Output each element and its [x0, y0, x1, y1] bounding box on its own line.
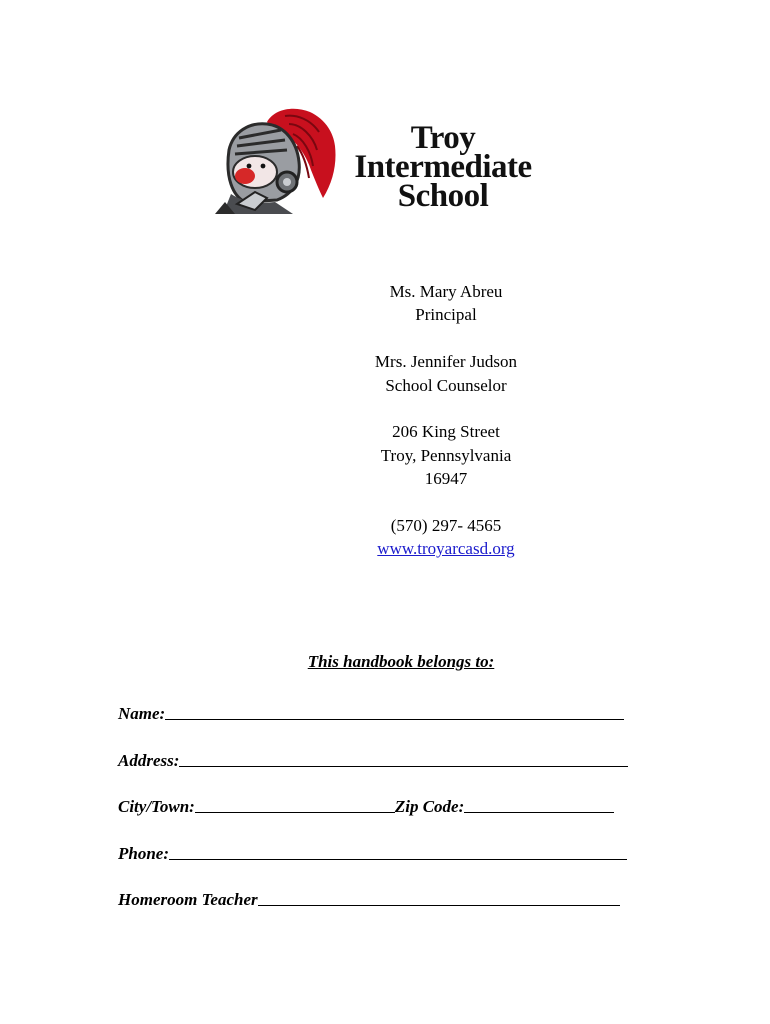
city-label: City/Town:: [118, 797, 195, 816]
zip-code: 16947: [424, 469, 468, 489]
school-name-line-1: Troy: [410, 120, 476, 156]
address-info: [300, 420, 592, 490]
zip-input-line[interactable]: [464, 811, 614, 813]
city-zip-field: [118, 793, 614, 817]
zip-label: Zip Code:: [394, 797, 465, 816]
principal-title: Principal: [415, 305, 477, 325]
phone-input-line[interactable]: [169, 858, 627, 860]
city-input-line[interactable]: [195, 811, 395, 813]
phone-field: [118, 840, 627, 864]
address-label: Address:: [118, 751, 180, 770]
phone-web-info: [300, 514, 592, 561]
contact-block: [300, 280, 592, 561]
counselor-info: [300, 350, 592, 397]
city-state: Troy, Pennsylvania: [380, 445, 512, 465]
belongs-heading: This handbook belongs to:: [307, 652, 495, 671]
phone-label: Phone:: [118, 844, 169, 863]
school-name-line-2: Intermediate: [354, 149, 532, 185]
school-name: [348, 120, 538, 214]
name-input-line[interactable]: [165, 718, 624, 720]
homeroom-label: Homeroom Teacher: [118, 890, 258, 909]
phone-number: (570) 297- 4565: [390, 516, 502, 536]
principal-info: [300, 280, 592, 327]
counselor-name: Mrs. Jennifer Judson: [374, 352, 518, 372]
homeroom-input-line[interactable]: [258, 904, 620, 906]
school-name-line-3: School: [397, 178, 489, 214]
address-field: [118, 747, 628, 771]
address-input-line[interactable]: [179, 765, 628, 767]
name-label: Name:: [118, 704, 166, 723]
principal-name: Ms. Mary Abreu: [389, 282, 503, 301]
trojan-helmet-mascot-icon: [215, 106, 345, 214]
website-link[interactable]: www.troyarcasd.org: [377, 539, 515, 559]
street-address: 206 King Street: [392, 422, 500, 442]
school-logo: [215, 106, 545, 218]
counselor-title: School Counselor: [385, 375, 507, 395]
name-field: [118, 700, 624, 724]
homeroom-field: [118, 886, 620, 910]
